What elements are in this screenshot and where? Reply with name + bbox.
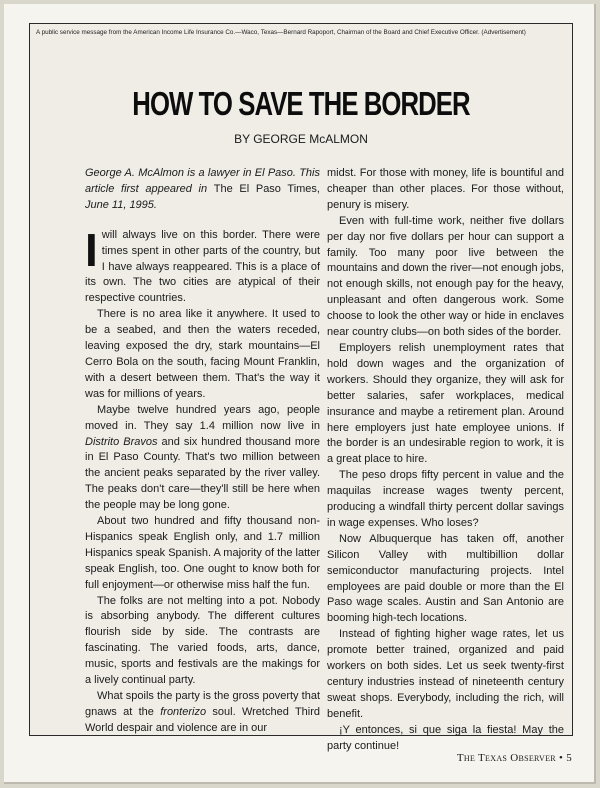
- footer-separator: •: [555, 752, 567, 764]
- publication-name: The Texas Observer: [456, 752, 556, 764]
- article-paragraph: Employers relish unemployment rates that hold down wages and the organization of workers. Should they organize, they will ask for better salaries, safer workplaces, medical insurance and maybe a retirement plan. Around here employers just hate employee unions. If the border is an undesirable region to work, it is a great place to hire.: [327, 341, 564, 466]
- article-column-right: [327, 166, 564, 755]
- article-paragraph: Instead of fighting higher wage rates, let us promote better trained, organized and paid workers on both sides. Let us seek twenty-first century industries instead of nineteenth century sweat shops. Everybody, including the rich, will benefit.: [327, 628, 564, 720]
- article-paragraph: The folks are not melting into a pot. Nobody is absorbing anybody. The different cultures flourish side by side. The contrasts are fascinating. The varied foods, arts, dance, music, sports and festivals are the makings for a lively continual party.: [85, 594, 320, 687]
- article-paragraph: Even with full-time work, neither five dollars per day nor five dollars per hour can support a family. Too many poor live between the mountains and down the river—not enough jobs, not enough skills, not enough pay for the heavy, unpleasant and often dangerous work. Some choose to look the other way or hide in enclaves near country clubs—on both sides of the border.: [327, 214, 564, 339]
- intro-source: The El Paso Times,: [213, 182, 320, 195]
- intro-italic: George A. McAlmon is a lawyer in El Paso. This article first appeared in: [85, 167, 320, 195]
- article-paragraph: What spoils the party is the gross poverty that gnaws at the fronterizo soul. Wretched Third World despair and violence are in our: [85, 690, 320, 734]
- article-byline: BY GEORGE McALMON: [234, 132, 368, 146]
- article-paragraph: There is no area like it anywhere. It used to be a seabed, and then the waters receded, leaving exposed the dry, stark mountains—El Cerro Bola on the south, facing Mount Franklin, with a desert between them. That's the way it was for millions of years.: [85, 308, 320, 400]
- article-paragraph: Maybe twelve hundred years ago, people moved in. They say 1.4 million now live in Distrito Bravos and six hundred thousand more in El Paso County. That's two million between the ancient peaks separated by the river valley. The peaks don't care—they'll still be here when the people may be long gone.: [85, 403, 320, 512]
- article-paragraph: About two hundred and fifty thousand non-Hispanics speak English only, and 1.7 million Hispanics speak Spanish. A majority of the latter speak English, too. One ought to know both for full enjoyment—or otherwise miss half the fun.: [85, 515, 320, 591]
- article-paragraph: midst. For those with money, life is bountiful and cheaper than other places. For those without, penury is misery.: [327, 167, 564, 211]
- author-intro: [85, 166, 320, 214]
- article-paragraph: ¡Y entonces, si que siga la fiesta! May the party continue!: [327, 723, 564, 752]
- article-headline: HOW TO SAVE THE BORDER: [132, 85, 470, 122]
- page-number: 5: [566, 752, 572, 764]
- advertisement-box: [29, 23, 573, 752]
- magazine-page: [4, 4, 596, 784]
- page-footer: [457, 752, 572, 764]
- article-paragraph: The peso drops fifty percent in value and the maquilas increase wages twenty percent, producing a windfall thirty percent dollar savings in wage expenses. Who loses?: [327, 469, 564, 529]
- intro-date: June 11, 1995.: [85, 198, 157, 211]
- drop-cap: I: [85, 223, 98, 276]
- public-service-disclaimer: A public service message from the American Income Life Insurance Co.—Waco, Texas—Bernard Rapoport, Chairman of the Board and Chief Executive Officer. (Advertisement): [36, 29, 526, 36]
- article-paragraph: Iwill always live on this border. There were times spent in other parts of the country, but I have always reappeared. This is a place of its own. The two cities are atypical of their respective countries.: [85, 223, 320, 305]
- article-column-left: [85, 166, 320, 737]
- article-paragraph: Now Albuquerque has taken off, another Silicon Valley with multibillion dollar semiconductor manufacturing projects. Intel employees are paid double or more than the El Paso wage scales. Austin and San Antonio are booming high-tech locations.: [327, 532, 564, 625]
